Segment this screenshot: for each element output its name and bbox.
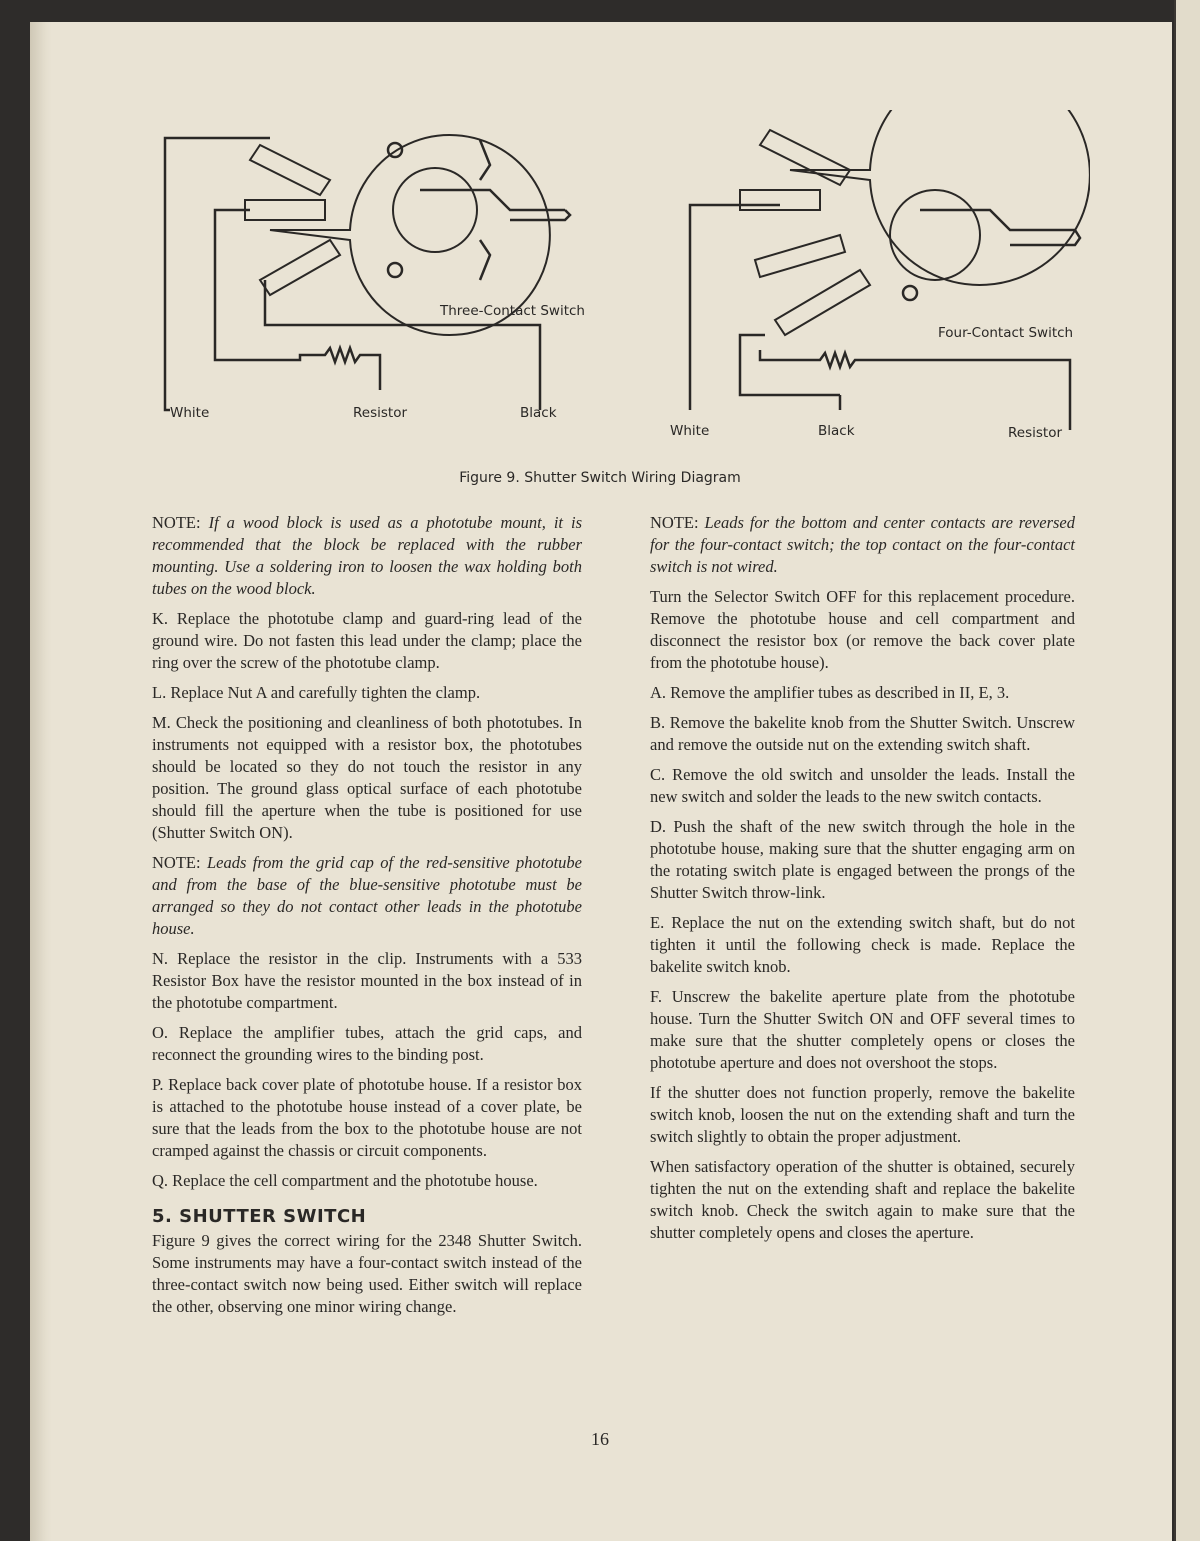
paragraph-label: B. <box>650 713 666 732</box>
white-wire-label-left: White <box>170 405 210 421</box>
white-wire-label-right: White <box>670 423 710 439</box>
paragraph-text: Replace the cell compartment and the phototube house. <box>172 1171 538 1190</box>
paragraph-label: N. <box>152 949 169 968</box>
note-paragraph <box>152 512 582 600</box>
paragraph: Figure 9 gives the correct wiring for the 2348 Shutter Switch. Some instruments may have a four-contact switch instead of the three-contact switch now being used. Either switch will replace the other, observing one minor wiring change. <box>152 1231 582 1316</box>
paragraph <box>152 1074 582 1162</box>
paragraph-text: Unscrew the bakelite aperture plate from the phototube house. Turn the Shutter Switch ON and OFF several times to make sure that the shutter completely opens or closes the phototube aperture and does not overshoot the stops. <box>650 987 1076 1072</box>
paragraph-label: P. <box>152 1075 164 1094</box>
paragraph-text: Replace back cover plate of phototube house. If a resistor box is attached to the phototube house instead of a cover plate, be sure that the leads from the box to the phototube house are not cramped against the chassis or circuit components. <box>152 1075 582 1160</box>
paragraph-text: If the shutter does not function properly, remove the bakelite switch knob, loosen the nut on the extending shaft and turn the switch slightly to obtain the proper adjustment. <box>650 1083 1075 1146</box>
four-contact-switch-drawing <box>690 110 1090 430</box>
paragraph-text: Push the shaft of the new switch through the hole in the phototube house, making sure that the shutter engaging arm on the rotating switch plate is engaged between the prongs of the Shutter Switch throw-link. <box>650 817 1076 902</box>
paragraph-label: O. <box>152 1023 169 1042</box>
paragraph-label: NOTE: <box>152 513 201 532</box>
paragraph <box>152 608 582 674</box>
paragraph <box>650 816 1075 904</box>
paragraph-label: M. <box>152 713 171 732</box>
paragraph-label: F. <box>650 987 662 1006</box>
left-column <box>152 512 582 1326</box>
four-contact-switch-label: Four-Contact Switch <box>938 325 1074 341</box>
paragraph-text: Leads from the grid cap of the red-sensitive phototube and from the base of the blue-sensitive phototube must be arranged so they do not contact other leads in the phototube house. <box>152 853 582 938</box>
black-wire-label-right: Black <box>818 423 855 439</box>
paragraph-text: Replace Nut A and carefully tighten the clamp. <box>170 683 481 702</box>
paragraph-label: K. <box>152 609 169 628</box>
paragraph-text: Replace the nut on the extending switch shaft, but do not tighten it until the following check is made. Replace the bakelite switch knob. <box>650 913 1076 976</box>
paragraph-label: NOTE: <box>152 853 201 872</box>
paragraph <box>152 682 582 704</box>
paragraph <box>650 764 1075 808</box>
paragraph-label: D. <box>650 817 667 836</box>
paragraph-label: C. <box>650 765 666 784</box>
page-number: 16 <box>591 1429 609 1449</box>
paragraph <box>650 1082 1075 1148</box>
paragraph <box>650 912 1075 978</box>
note-paragraph <box>152 852 582 940</box>
shutter-switch-wiring-diagram <box>150 110 1090 490</box>
paragraph-text: Turn the Selector Switch OFF for this replacement procedure. Remove the phototube house and cell compartment and disconnect the resistor box (or remove the back cover plate from the phototube house). <box>650 587 1075 672</box>
paragraph <box>152 948 582 1014</box>
figure-caption: Figure 9. Shutter Switch Wiring Diagram <box>459 470 741 486</box>
resistor-label-left: Resistor <box>353 405 407 421</box>
paragraph-text: Remove the bakelite knob from the Shutter Switch. Unscrew and remove the outside nut on the extending switch shaft. <box>650 713 1075 754</box>
paragraph-text: If a wood block is used as a phototube mount, it is recommended that the block be replaced with the rubber mounting. Use a soldering iron to loosen the wax holding both tubes on the wood block. <box>152 513 583 598</box>
three-contact-switch-label: Three-Contact Switch <box>440 303 585 319</box>
paragraph <box>650 1156 1075 1244</box>
paragraph <box>152 1170 582 1192</box>
paragraph <box>650 986 1075 1074</box>
paragraph-text: Leads for the bottom and center contacts are reversed for the four-contact switch; the top contact on the four-contact switch is not wired. <box>650 513 1075 576</box>
paragraph-text: Remove the amplifier tubes as described in II, E, 3. <box>670 683 1010 702</box>
right-column <box>650 512 1075 1252</box>
paragraph-label: L. <box>152 683 167 702</box>
paragraph-text: Replace the phototube clamp and guard-ring lead of the ground wire. Do not fasten this lead under the clamp; place the ring over the screw of the phototube clamp. <box>152 609 583 672</box>
paragraph-text: Replace the amplifier tubes, attach the grid caps, and reconnect the grounding wires to the binding post. <box>152 1023 582 1064</box>
three-contact-switch-drawing <box>165 135 570 410</box>
note-paragraph <box>650 512 1075 578</box>
paragraph-label: NOTE: <box>650 513 699 532</box>
paragraph-label: E. <box>650 913 665 932</box>
black-wire-label-left: Black <box>520 405 557 421</box>
paragraph-text: Check the positioning and cleanliness of both phototubes. In instruments not equipped with a resistor box, the phototubes should be located so they do not touch the resistor in any position. The ground glass optical surface of each phototube should fill the aperture when the tube is positioned for use (Shutter Switch ON). <box>152 713 582 842</box>
paragraph <box>650 586 1075 674</box>
paragraph-text: Replace the resistor in the clip. Instruments with a 533 Resistor Box have the resistor mounted in the box instead of in the phototube compartment. <box>152 949 582 1012</box>
adjacent-page-edge <box>1174 0 1200 1541</box>
paragraph <box>152 1022 582 1066</box>
section-heading: 5. SHUTTER SWITCH <box>152 1206 367 1227</box>
resistor-label-right: Resistor <box>1008 425 1062 441</box>
page-binding <box>30 22 52 1541</box>
paragraph <box>650 682 1075 704</box>
paragraph-text: Remove the old switch and unsolder the leads. Install the new switch and solder the leads to the new switch contacts. <box>650 765 1075 806</box>
paragraph <box>650 712 1075 756</box>
paragraph-label: Q. <box>152 1171 169 1190</box>
paragraph <box>152 712 582 844</box>
paragraph-text: When satisfactory operation of the shutter is obtained, securely tighten the nut on the extending shaft and replace the bakelite switch knob. Check the switch again to make sure that the shutter completely opens and closes the aperture. <box>650 1157 1075 1242</box>
paragraph-label: A. <box>650 683 667 702</box>
